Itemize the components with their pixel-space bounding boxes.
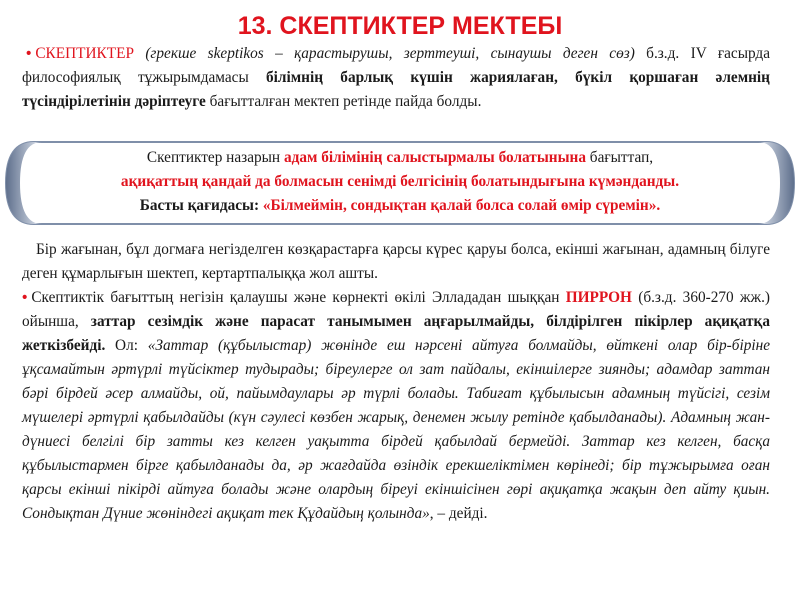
text-segment: бағытталған мектеп ретінде пайда болды. [205, 93, 482, 110]
highlight-box-text [44, 146, 756, 218]
text-segment: , – дейді. [429, 505, 488, 522]
paragraph-pyrrho [22, 286, 770, 526]
principle-label: Басты қағидасы: [139, 197, 263, 214]
text-segment: б.з.д. IV ғасырда философиялық тұжырымдамасы [22, 45, 770, 86]
paragraph-skeptics-intro [22, 42, 770, 114]
box-line-3 [44, 194, 756, 218]
principle-quote: «Білмеймін, сондықтан қалай болса солай өмір сүремін». [262, 197, 661, 214]
text-segment: Скептиктер назарын [146, 149, 284, 166]
slide-title: 13. СКЕПТИКТЕР МЕКТЕБІ [237, 12, 563, 40]
box-line-2: ақиқаттың қандай да болмасын сенімді белгісінің болатындығына күмәнданды. [120, 173, 680, 190]
pyrrho-quote: «Заттар (құбылыстар) жөнінде еш нәрсені айтуға болмайды, өйткені олар бір-біріне ұқсамайтын әртүрлі түйсіктер тудырады; біреулерге ол зат пайдалы, екіншілерге зиянды; адамдар заттан бәрі бірдей әсер алмайды, ой, пайымдаулары әр түрлі болады. Табиғат құбылысын адамның түйсігі, сезім мүшелері әртүрлі қабылдайды (күн сәулесі көзбен жарық, денемен жылу ретінде қабылданады). Адамның жан-дүниесі белгілі бір затты кез келген уақытта бірдей қабылдай бермейді. Заттар кез келген, басқа құбылыстармен бірге қабылданады да, әр жағдайда өзіндік ерекшеліктімен көрінеді; бір тұжырымға оған қарсы екінші пікірді айтуға болады және олардың біреуі екіншісінен гөрі ақиқатқа жақын деп айту қиын. Сондықтан Дүние жөніндегі ақиқат тек Құдайдың қолында» [22, 337, 770, 522]
bullet-icon: • [22, 289, 28, 306]
text-segment: Скептиктік бағыттың негізін қалаушы және көрнекті өкілі Эллададан шыққан [31, 289, 566, 306]
term-skeptics: СКЕПТИКТЕР [35, 45, 134, 62]
text-segment: (б.з.д. 360-270 жж.) ойынша, [22, 289, 770, 330]
text-segment: бағыттап, [585, 149, 654, 166]
highlight-box [4, 140, 796, 226]
red-phrase: адам білімінің салыстырмалы болатынына [283, 149, 586, 166]
paragraph-dogma: Бір жағынан, бұл догмаға негізделген көзқарастарға қарсы күрес қаруы болса, екінші жағынан, адамның білуге деген құмарлығын шектеп, кертартпалыққа жол ашты. [22, 241, 770, 282]
bold-phrase: заттар сезімдік және парасат танымымен аңғарылмайды, білдірілген пікірлер ақиқатқа жеткізбейді. [22, 313, 770, 354]
text-segment: Ол: [105, 337, 148, 354]
bold-phrase: білімнің барлық күшін жариялаған, бүкіл қоршаған әлемнің түсіндірілетінін дәріптеуге [22, 69, 770, 110]
box-line-1 [44, 146, 756, 170]
etymology: (грекше skeptikos – қарастырушы, зерттеуші, сынаушы деген сөз) [133, 45, 635, 62]
bullet-icon: • [26, 45, 32, 62]
name-pyrrho: ПИРРОН [565, 289, 632, 306]
